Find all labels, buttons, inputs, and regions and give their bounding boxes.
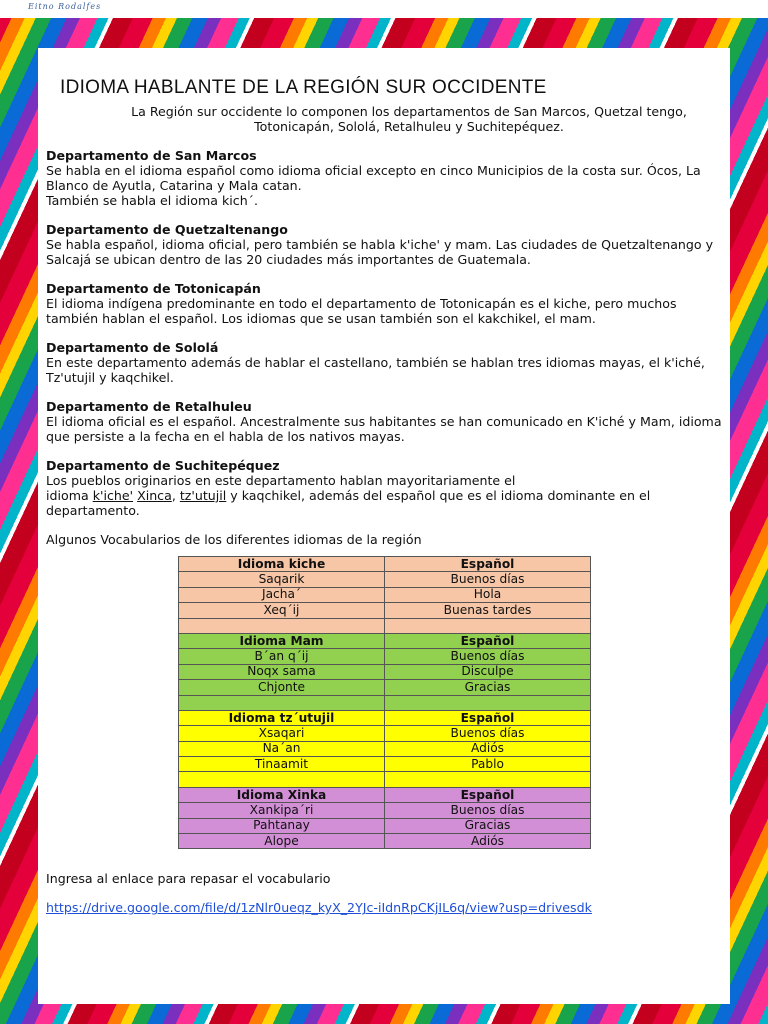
table-row (179, 572, 591, 587)
table-cell: Adiós (385, 741, 591, 756)
table-cell (179, 618, 385, 633)
table-spacer-row (179, 695, 591, 710)
vocabulary-table (178, 556, 591, 849)
section-text: El idioma oficial es el español. Ancestralmente sus habitantes se han comunicado en K'iché y Mam, idioma que persiste a la fecha en el habla de los nativos mayas. (46, 414, 722, 444)
table-spacer-row (179, 772, 591, 787)
text-fragment: idioma (46, 488, 93, 503)
table-header-cell: Español (385, 787, 591, 802)
table-row (179, 649, 591, 664)
document-content (46, 104, 722, 915)
table-header-cell: Español (385, 557, 591, 572)
top-strip (0, 0, 768, 18)
table-cell: Gracias (385, 680, 591, 695)
table-header-row (179, 787, 591, 802)
brand-logo: Eitno Rodalfes (28, 2, 102, 11)
table-row (179, 587, 591, 602)
section-heading: Departamento de Sololá (46, 340, 219, 355)
table-cell: Xeq´ij (179, 603, 385, 618)
text-fragment: y kaqchikel, además del español que es el idioma dominante en el departamento. (46, 488, 651, 518)
section-heading: Departamento de Retalhuleu (46, 399, 252, 414)
section-suchitepequez (46, 458, 722, 518)
table-cell: Noqx sama (179, 664, 385, 679)
table-cell: Pahtanay (179, 818, 385, 833)
section-text: El idioma indígena predominante en todo el departamento de Totonicapán es el kiche, pero muchos también hablan el español. Los idiomas que se usan también son el kakchikel, el mam. (46, 296, 677, 326)
table-cell (385, 618, 591, 633)
table-row (179, 664, 591, 679)
table-cell: Tinaamit (179, 757, 385, 772)
table-row (179, 757, 591, 772)
table-header-cell: Idioma Xinka (179, 787, 385, 802)
table-header-cell: Idioma tz´utujil (179, 710, 385, 725)
table-spacer-row (179, 618, 591, 633)
table-cell (385, 695, 591, 710)
table-header-row (179, 710, 591, 725)
section-san-marcos (46, 148, 722, 208)
document-page (38, 48, 730, 1004)
table-row (179, 803, 591, 818)
section-heading: Departamento de Totonicapán (46, 281, 261, 296)
table-row (179, 726, 591, 741)
table-header-row (179, 633, 591, 648)
section-heading: Departamento de San Marcos (46, 148, 257, 163)
vocab-link-prompt: Ingresa al enlace para repasar el vocabulario (46, 871, 331, 887)
section-retalhuleu (46, 399, 722, 444)
table-header-cell: Idioma Mam (179, 633, 385, 648)
table-cell: Na´an (179, 741, 385, 756)
vocab-intro: Algunos Vocabularios de los diferentes idiomas de la región (46, 532, 422, 547)
kiche-link[interactable]: k'iche' (92, 488, 134, 503)
table-cell: Gracias (385, 818, 591, 833)
section-text: También se habla el idioma kich´. (46, 193, 258, 208)
table-cell: Chjonte (179, 680, 385, 695)
section-text: Los pueblos originarios en este departamento hablan mayoritariamente el (46, 473, 516, 488)
table-cell: Xankipa´ri (179, 803, 385, 818)
table-cell: Adiós (385, 834, 591, 849)
table-cell (385, 772, 591, 787)
table-header-cell: Idioma kiche (179, 557, 385, 572)
table-row (179, 741, 591, 756)
table-cell: Disculpe (385, 664, 591, 679)
table-cell: B´an q´ij (179, 649, 385, 664)
table-row (179, 834, 591, 849)
section-quetzaltenango (46, 222, 722, 267)
table-cell: Buenos días (385, 803, 591, 818)
table-cell: Jacha´ (179, 587, 385, 602)
xinca-link[interactable]: Xinca (137, 488, 172, 503)
table-cell: Buenos días (385, 726, 591, 741)
section-text: En este departamento además de hablar el castellano, también se hablan tres idiomas mayas, el k'iché, Tz'utujil y kaqchikel. (46, 355, 705, 385)
section-text: Se habla español, idioma oficial, pero también se habla k'iche' y mam. Las ciudades de Quetzaltenango y Salcajá se ubican dentro de las 20 ciudades más importantes de Guatemala. (46, 237, 714, 267)
section-heading: Departamento de Quetzaltenango (46, 222, 288, 237)
table-header-row (179, 557, 591, 572)
section-totonicapan (46, 281, 722, 326)
table-header-cell: Español (385, 710, 591, 725)
table-cell: Hola (385, 587, 591, 602)
section-text (46, 488, 722, 518)
intro-paragraph: La Región sur occidente lo componen los departamentos de San Marcos, Quetzal tengo, Totonicapán, Sololá, Retalhuleu y Suchitepéquez. (131, 104, 687, 134)
section-text: Se habla en el idioma español como idioma oficial excepto en cinco Municipios de la costa sur. Ócos, La Blanco de Ayutla, Catarina y Mala catan. (46, 163, 701, 193)
table-cell: Alope (179, 834, 385, 849)
table-cell: Xsaqari (179, 726, 385, 741)
text-fragment: , (171, 488, 180, 503)
section-solola (46, 340, 722, 385)
table-row (179, 680, 591, 695)
table-header-cell: Español (385, 633, 591, 648)
table-cell: Saqarik (179, 572, 385, 587)
table-cell: Buenos días (385, 649, 591, 664)
table-cell (179, 695, 385, 710)
table-row (179, 818, 591, 833)
table-cell: Buenos días (385, 572, 591, 587)
drive-link[interactable]: https://drive.google.com/file/d/1zNlr0ueqz_kyX_2YJc-iIdnRpCKjIL6q/view?usp=drivesdk (46, 900, 592, 916)
tzutujil-link[interactable]: tz'utujil (179, 488, 227, 503)
table-row (179, 603, 591, 618)
table-cell: Buenas tardes (385, 603, 591, 618)
table-cell (179, 772, 385, 787)
page-title: IDIOMA HABLANTE DE LA REGIÓN SUR OCCIDENTE (60, 76, 547, 98)
section-heading: Departamento de Suchitepéquez (46, 458, 280, 473)
table-cell: Pablo (385, 757, 591, 772)
